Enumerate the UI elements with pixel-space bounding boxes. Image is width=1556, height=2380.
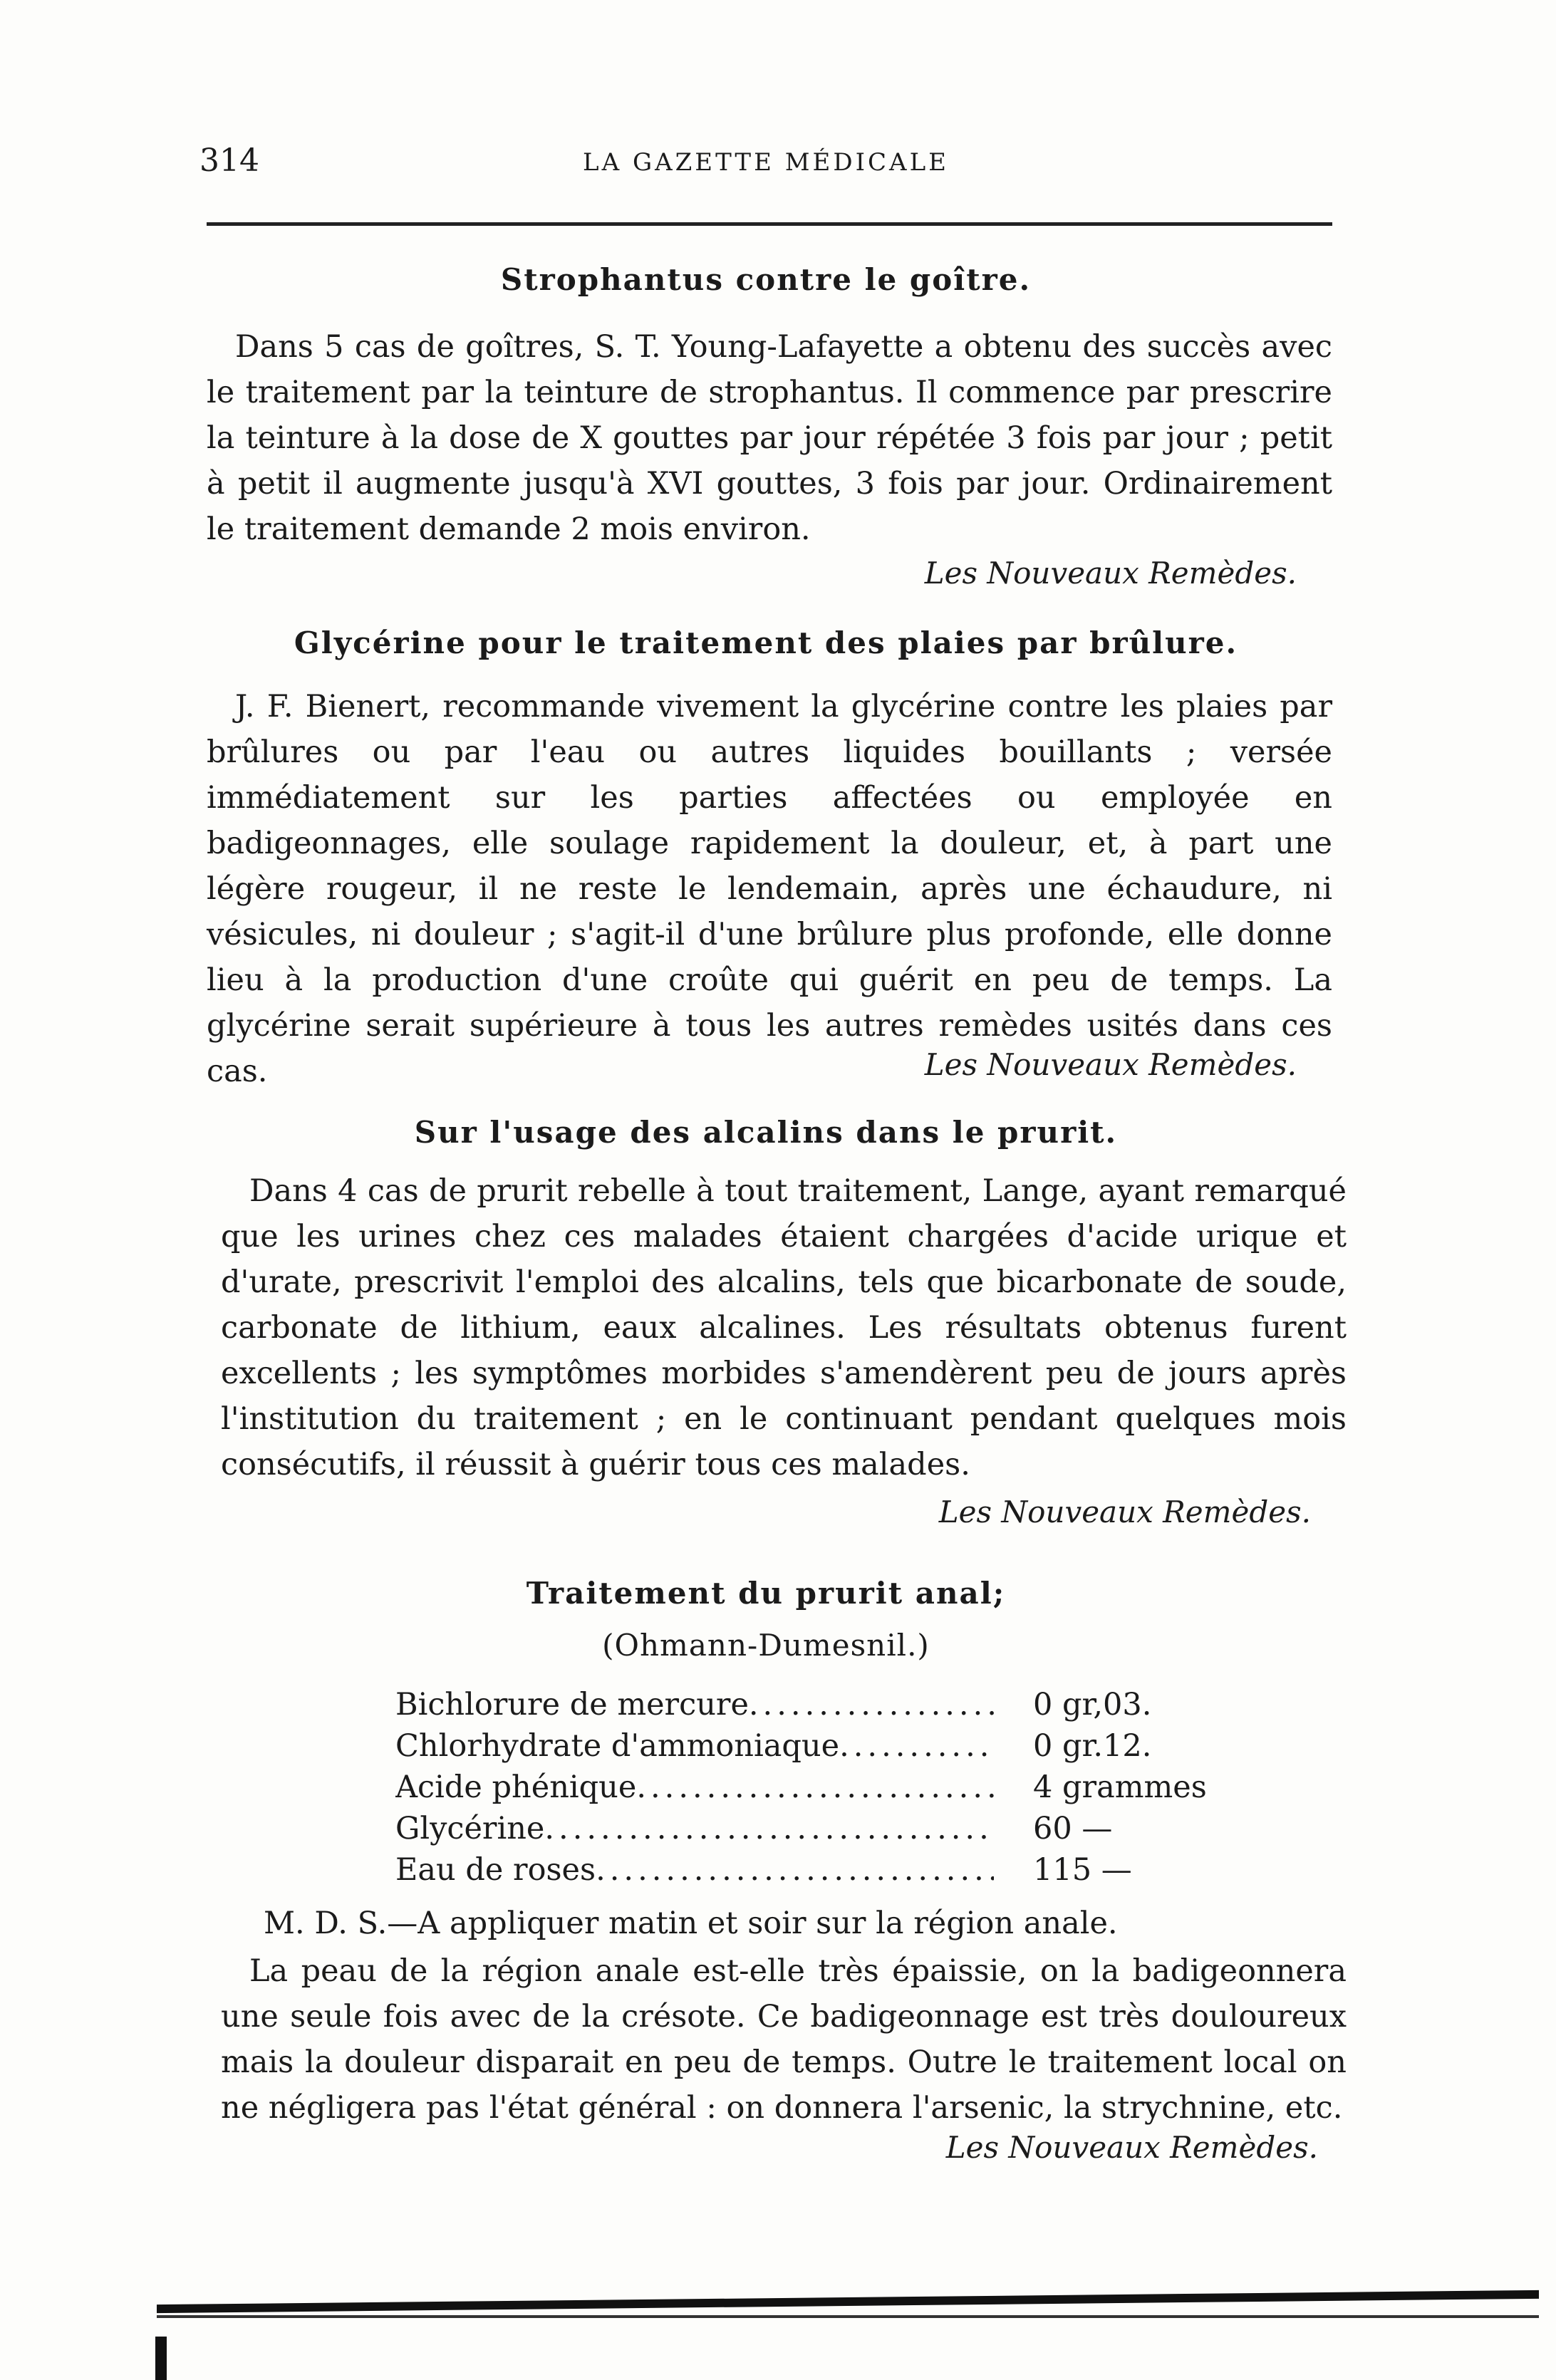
page-header <box>199 142 1332 185</box>
recipe-row <box>395 1687 1250 1728</box>
instructions-text: M. D. S.—A appliquer matin et soir sur la région anale. <box>264 1906 1118 1941</box>
running-title: LA GAZETTE MÉDICALE <box>583 148 949 177</box>
section-paragraph-glycerine <box>207 684 1332 1094</box>
source-citation: Les Nouveaux Remèdes. <box>938 1495 1311 1529</box>
recipe-row <box>395 1852 1250 1893</box>
paragraph-text: J. F. Bienert, recommande vivement la glycérine contre les plaies par brûlures ou par l'eau ou autres liquides bouillants ; versée immédiatement sur les parties affectées ou employée en badigeonnages, elle soulage rapidement la douleur, et, à part une légère rougeur, il ne reste le lendemain, après une échaudure, ni vésicules, ni douleur ; s'agit-il d'une brûlure plus profonde, elle donne lieu à la production d'une croûte qui guérit en peu de temps. La glycérine serait supérieure à tous les autres remèdes usités dans ces cas. <box>207 689 1332 1089</box>
recipe-author: (Ohmann-Dumesnil.) <box>602 1628 930 1663</box>
ingredient-quantity: 0 gr,03. <box>1033 1687 1152 1722</box>
paragraph-text: Dans 5 cas de goîtres, S. T. Young-Lafayette a obtenu des succès avec le traitement par la teinture de strophantus. Il commence par prescrire la teinture à la dose de X gouttes par jour répétée 3 fois par jour ; petit à petit il augmente jusqu'à XVI gouttes, 3 fois par jour. Ordinairement le traitement demande 2 mois environ. <box>207 329 1332 547</box>
recipe-instructions <box>264 1901 1347 1946</box>
ingredient-name: Bichlorure de mercure <box>395 1687 749 1722</box>
source-citation: Les Nouveaux Remèdes. <box>945 2130 1318 2165</box>
section-title-prurit-anal: Traitement du prurit anal; <box>526 1576 1006 1611</box>
paragraph-text: Dans 4 cas de prurit rebelle à tout traitement, Lange, ayant remarqué que les urines chez ces malades étaient chargées d'acide urique et d'urate, prescrivit l'emploi des alcalins, tels que bicarbonate de soude, carbonate de lithium, eaux alcalines. Les résultats obtenus furent excellents ; les symptômes morbides s'amendèrent peu de jours après l'institution du traitement ; en le continuant pendant quelques mois consécutifs, il réussit à guérir tous ces malades. <box>221 1173 1347 1482</box>
paragraph-text: La peau de la région anale est-elle très épaissie, on la badigeonnera une seule fois avec de la crésote. Ce badigeonnage est très douloureux mais la douleur disparait en peu de temps. Outre le traitement local on ne négligera pas l'état général : on donnera l'arsenic, la strychnine, etc. <box>221 1953 1347 2126</box>
ingredient-name: Chlorhydrate d'ammoniaque <box>395 1728 840 1764</box>
page-bottom-line <box>157 2315 1539 2318</box>
header-rule <box>207 222 1332 226</box>
source-citation: Les Nouveaux Remèdes. <box>924 1047 1297 1082</box>
recipe-row <box>395 1770 1250 1811</box>
ingredient-quantity: 115 — <box>1033 1852 1132 1888</box>
ingredient-name: Acide phénique <box>395 1770 637 1805</box>
page-bottom-edge <box>157 2290 1539 2313</box>
section-title-strophantus: Strophantus contre le goître. <box>500 262 1032 297</box>
ingredient-quantity: 0 gr.12. <box>1033 1728 1152 1764</box>
ingredient-quantity: 4 grammes <box>1033 1770 1207 1805</box>
section-paragraph-alcalins <box>221 1168 1347 1487</box>
source-citation: Les Nouveaux Remèdes. <box>924 556 1297 591</box>
page-number: 314 <box>199 142 259 179</box>
section-paragraph-strophantus <box>207 324 1332 552</box>
ingredient-name: Glycérine <box>395 1811 545 1846</box>
recipe-row <box>395 1811 1250 1852</box>
section-title-alcalins: Sur l'usage des alcalins dans le prurit. <box>414 1115 1118 1150</box>
recipe-list <box>395 1687 1250 1893</box>
ingredient-quantity: 60 — <box>1033 1811 1113 1846</box>
section-paragraph-prurit-anal <box>221 1948 1347 2131</box>
section-title-glycerine: Glycérine pour le traitement des plaies par brûlure. <box>294 625 1238 660</box>
ingredient-name: Eau de roses <box>395 1852 596 1888</box>
scan-edge <box>155 2337 167 2380</box>
recipe-row <box>395 1728 1250 1770</box>
